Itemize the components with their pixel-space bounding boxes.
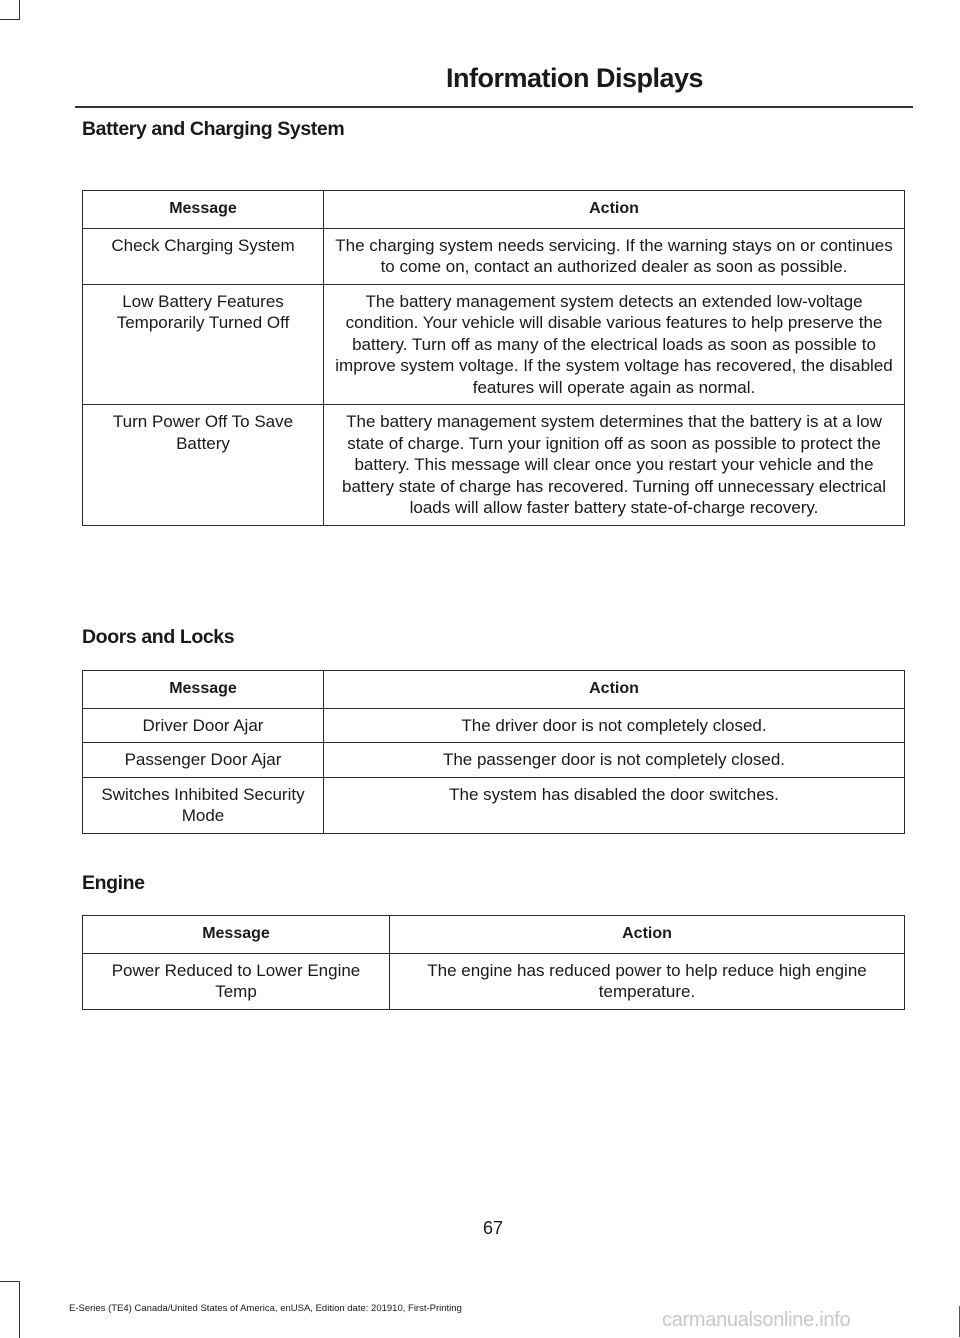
column-header-message: Message <box>83 916 390 954</box>
table-row <box>83 284 905 405</box>
column-header-message: Message <box>83 671 324 709</box>
action-cell: The battery management system determines that the battery is at a low state of charge. Turn your ignition off as soon as possible to protect the battery. This message will clear once you restart your vehicle and the battery state of charge has recovered. Turning off unnecessary electrical loads will allow faster battery state-of-charge recovery. <box>324 405 905 526</box>
message-cell: Low Battery Features Temporarily Turned Off <box>83 284 324 405</box>
table-row <box>83 228 905 284</box>
section-title-doors-locks: Doors and Locks <box>82 626 235 648</box>
watermark: carmanualsonline.info <box>662 1309 851 1331</box>
message-cell: Check Charging System <box>83 228 324 284</box>
message-cell: Turn Power Off To Save Battery <box>83 405 324 526</box>
action-cell: The system has disabled the door switches. <box>324 777 905 833</box>
action-cell: The passenger door is not completely closed. <box>324 743 905 778</box>
message-cell: Switches Inhibited Security Mode <box>83 777 324 833</box>
page-title: Information Displays <box>445 63 704 93</box>
message-cell: Driver Door Ajar <box>83 708 324 743</box>
action-cell: The battery management system detects an extended low-voltage condition. Your vehicle will disable various features to help preserve the battery. Turn off as many of the electrical loads as soon as possible to improve system voltage. If the system voltage has recovered, the disabled features will operate again as normal. <box>324 284 905 405</box>
crop-mark-bottom-left <box>0 1281 20 1338</box>
page-number: 67 <box>482 1218 504 1238</box>
column-header-action: Action <box>390 916 905 954</box>
table-row <box>83 405 905 526</box>
crop-mark-top-left <box>0 0 20 20</box>
table-row <box>83 743 905 778</box>
section-title-engine: Engine <box>82 872 145 894</box>
section-title-battery: Battery and Charging System <box>82 118 345 140</box>
table-row <box>83 708 905 743</box>
table-header-row <box>83 671 905 709</box>
message-cell: Power Reduced to Lower Engine Temp <box>83 953 390 1009</box>
column-header-action: Action <box>324 671 905 709</box>
page-header <box>77 60 912 96</box>
column-header-action: Action <box>324 191 905 229</box>
action-cell: The charging system needs servicing. If the warning stays on or continues to come on, contact an authorized dealer as soon as possible. <box>324 228 905 284</box>
table-row <box>83 953 905 1009</box>
battery-charging-table <box>82 190 905 526</box>
message-cell: Passenger Door Ajar <box>83 743 324 778</box>
action-cell: The engine has reduced power to help reduce high engine temperature. <box>390 953 905 1009</box>
header-divider <box>75 106 913 108</box>
action-cell: The driver door is not completely closed. <box>324 708 905 743</box>
table-header-row <box>83 191 905 229</box>
edition-footer: E-Series (TE4) Canada/United States of America, enUSA, Edition date: 201910, First-Printing <box>69 1303 462 1314</box>
doors-locks-table <box>82 670 905 834</box>
table-row <box>83 777 905 833</box>
table-header-row <box>83 916 905 954</box>
column-header-message: Message <box>83 191 324 229</box>
engine-table <box>82 915 905 1010</box>
